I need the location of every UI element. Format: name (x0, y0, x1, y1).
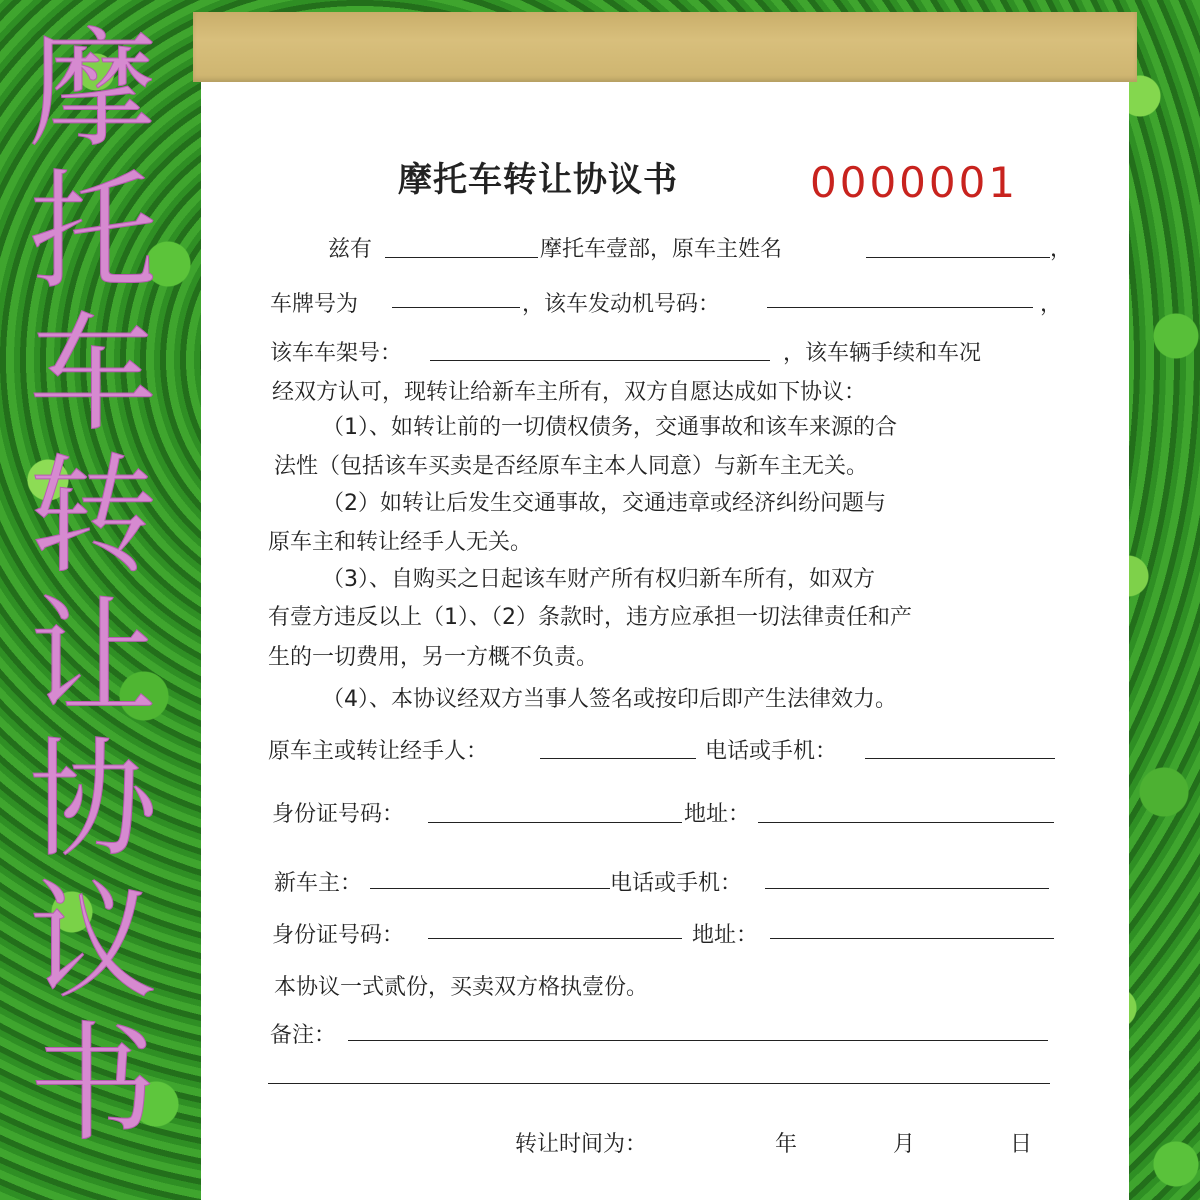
buyer-phone-label: 电话或手机： (610, 871, 743, 896)
seller-phone-field[interactable] (865, 758, 1055, 759)
clause-3-line-2: 有壹方违反以上（1）、（2）条款时，违方应承担一切法律责任和产 (268, 605, 912, 630)
engine-number-field[interactable] (767, 307, 1033, 308)
serial-number: 0000001 (810, 158, 1019, 207)
seller-address-label: 地址： (684, 802, 751, 827)
engine-number-label: ，该车发动机号码： (522, 292, 721, 317)
clause-2-line-2: 原车主和转让经手人无关。 (268, 530, 533, 555)
document-title: 摩托车转让协议书 (398, 160, 678, 200)
side-title-char: 书 (28, 1010, 157, 1159)
month-label: 月 (893, 1132, 916, 1157)
frame-number-field[interactable] (430, 360, 770, 361)
side-title-char: 摩 (28, 16, 157, 165)
buyer-address-field[interactable] (770, 938, 1054, 939)
buyer-id-label: 身份证号码： (272, 923, 405, 948)
punctuation: ， (1050, 237, 1073, 262)
buyer-label: 新车主： (274, 871, 363, 896)
plate-number-field[interactable] (392, 307, 520, 308)
seller-phone-label: 电话或手机： (705, 739, 838, 764)
seller-name-field[interactable] (540, 758, 696, 759)
transfer-date-label: 转让时间为： (515, 1132, 648, 1157)
year-label: 年 (775, 1132, 798, 1157)
side-title-char: 车 (28, 300, 157, 449)
clause-3-line-3: 生的一切费用，另一方概不负责。 (268, 645, 599, 670)
seller-id-label: 身份证号码： (272, 802, 405, 827)
intro-text: 兹有 (328, 237, 373, 262)
owner-name-field[interactable] (866, 257, 1050, 258)
side-title-char: 转 (28, 442, 157, 591)
buyer-id-field[interactable] (428, 938, 682, 939)
side-title-char: 议 (28, 868, 157, 1017)
remarks-field[interactable] (348, 1040, 1048, 1041)
clause-3-line-1: （3）、自购买之日起该车财产所有权归新车所有，如双方 (322, 567, 875, 592)
punctuation: ， (1040, 292, 1063, 317)
side-title-char: 让 (28, 584, 157, 733)
clause-2-line-1: （2）如转让后发生交通事故，交通违章或经济纠纷问题与 (322, 491, 886, 516)
frame-number-label: 该车车架号： (270, 341, 403, 366)
clause-1-line-2: 法性（包括该车买卖是否经原车主本人同意）与新车主无关。 (274, 454, 869, 479)
day-label: 日 (1010, 1132, 1033, 1157)
clause-4: （4）、本协议经双方当事人签名或按印后即产生法律效力。 (322, 687, 897, 712)
seller-address-field[interactable] (758, 822, 1054, 823)
side-title-char: 托 (28, 158, 157, 307)
remarks-field-line-2[interactable] (268, 1083, 1050, 1084)
copies-note: 本协议一式贰份，买卖双方格执壹份。 (274, 975, 649, 1000)
buyer-phone-field[interactable] (765, 888, 1049, 889)
buyer-name-field[interactable] (370, 888, 610, 889)
remarks-label: 备注： (270, 1023, 337, 1048)
seller-label: 原车主或转让经手人： (268, 739, 489, 764)
owner-name-label: 摩托车壹部，原车主姓名 (540, 237, 783, 262)
clause-1-line-1: （1）、如转让前的一切债权债务，交通事故和该车来源的合 (322, 415, 897, 440)
motorcycle-model-field[interactable] (385, 257, 538, 258)
plate-label: 车牌号为 (270, 292, 359, 317)
buyer-address-label: 地址： (692, 923, 759, 948)
side-title-vertical (18, 16, 168, 1159)
binding-tape (193, 12, 1137, 82)
seller-id-field[interactable] (428, 822, 682, 823)
agreement-intro: 经双方认可，现转让给新车主所有，双方自愿达成如下协议： (272, 380, 867, 405)
vehicle-condition-text: ，该车辆手续和车况 (783, 341, 982, 366)
side-title-char: 协 (28, 726, 157, 875)
